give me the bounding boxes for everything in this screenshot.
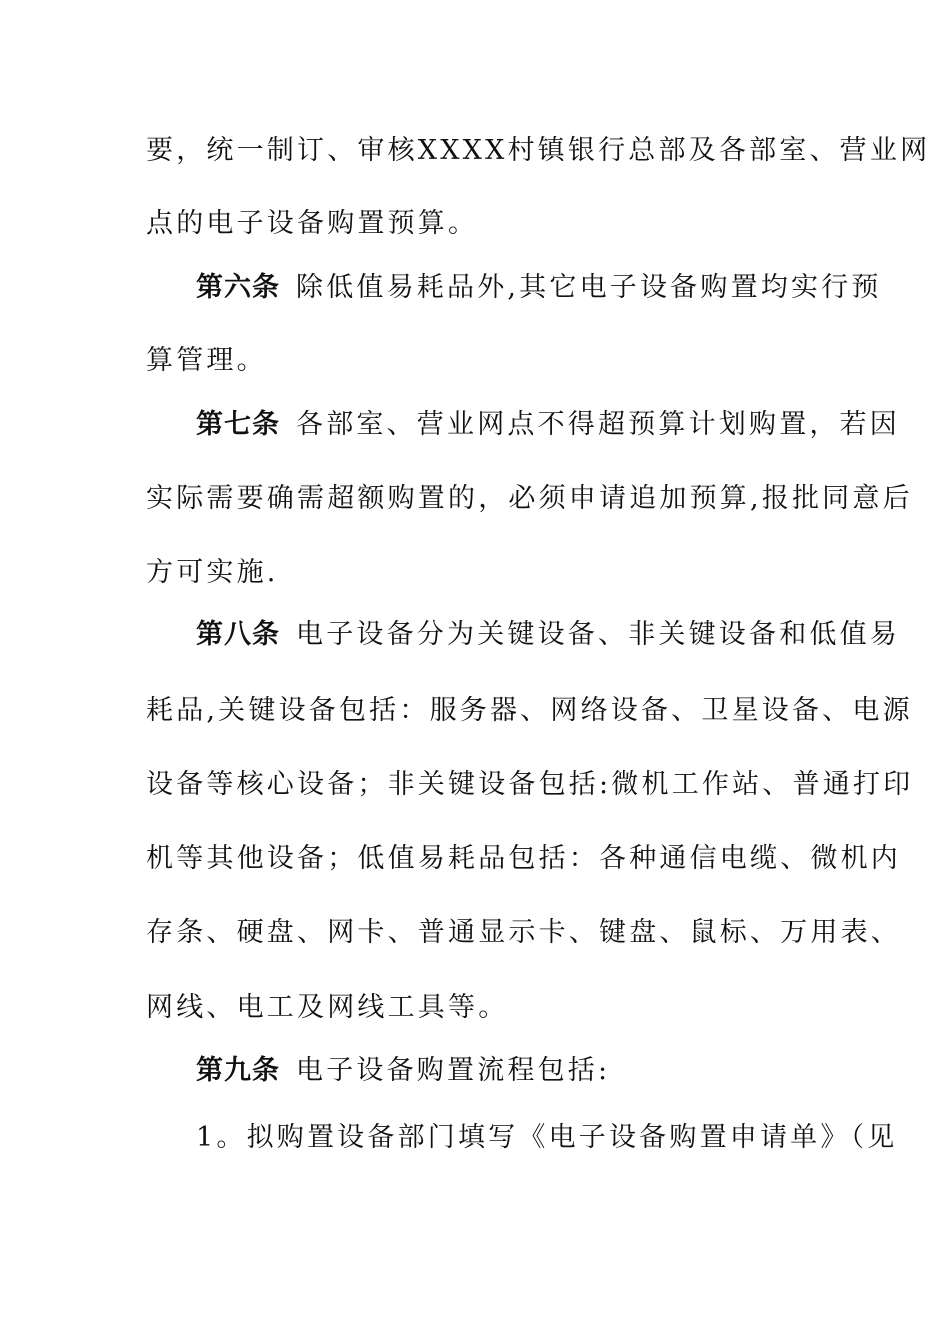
paragraph-line: 网线、电工及网线工具等。 (146, 992, 509, 1023)
article-text: 除低值易耗品外,其它电子设备购置均实行预 (296, 272, 882, 303)
list-item-line: 1。拟购置设备部门填写《电子设备购置申请单》（见 (196, 1122, 898, 1153)
article-heading: 第七条 (196, 409, 280, 440)
paragraph-line: 机等其他设备；低值易耗品包括：各种通信电缆、微机内 (146, 843, 901, 874)
paragraph-line: 设备等核心设备；非关键设备包括:微机工作站、普通打印 (146, 769, 914, 800)
article-heading: 第六条 (196, 272, 280, 303)
paragraph-line: 耗品,关键设备包括：服务器、网络设备、卫星设备、电源 (146, 695, 913, 726)
article-7-line (196, 409, 900, 441)
paragraph-line: 算管理。 (146, 345, 267, 376)
paragraph-line: 方可实施. (146, 557, 279, 588)
paragraph-line: 存条、硬盘、网卡、普通显示卡、键盘、鼠标、万用表、 (146, 917, 901, 948)
paragraph-line: 实际需要确需超额购置的，必须申请追加预算,报批同意后 (146, 483, 913, 514)
article-6-line (196, 272, 882, 304)
article-heading: 第九条 (196, 1055, 280, 1086)
article-heading: 第八条 (196, 619, 280, 650)
paragraph-line: 要，统一制订、审核XXXX村镇银行总部及各部室、营业网 (146, 135, 931, 166)
article-9-line (196, 1055, 610, 1087)
paragraph-line: 点的电子设备购置预算。 (146, 208, 479, 239)
article-8-line (196, 619, 900, 651)
article-text: 电子设备分为关键设备、非关键设备和低值易 (296, 619, 900, 650)
article-text: 各部室、营业网点不得超预算计划购置，若因 (296, 409, 900, 440)
article-text: 电子设备购置流程包括: (296, 1055, 611, 1086)
